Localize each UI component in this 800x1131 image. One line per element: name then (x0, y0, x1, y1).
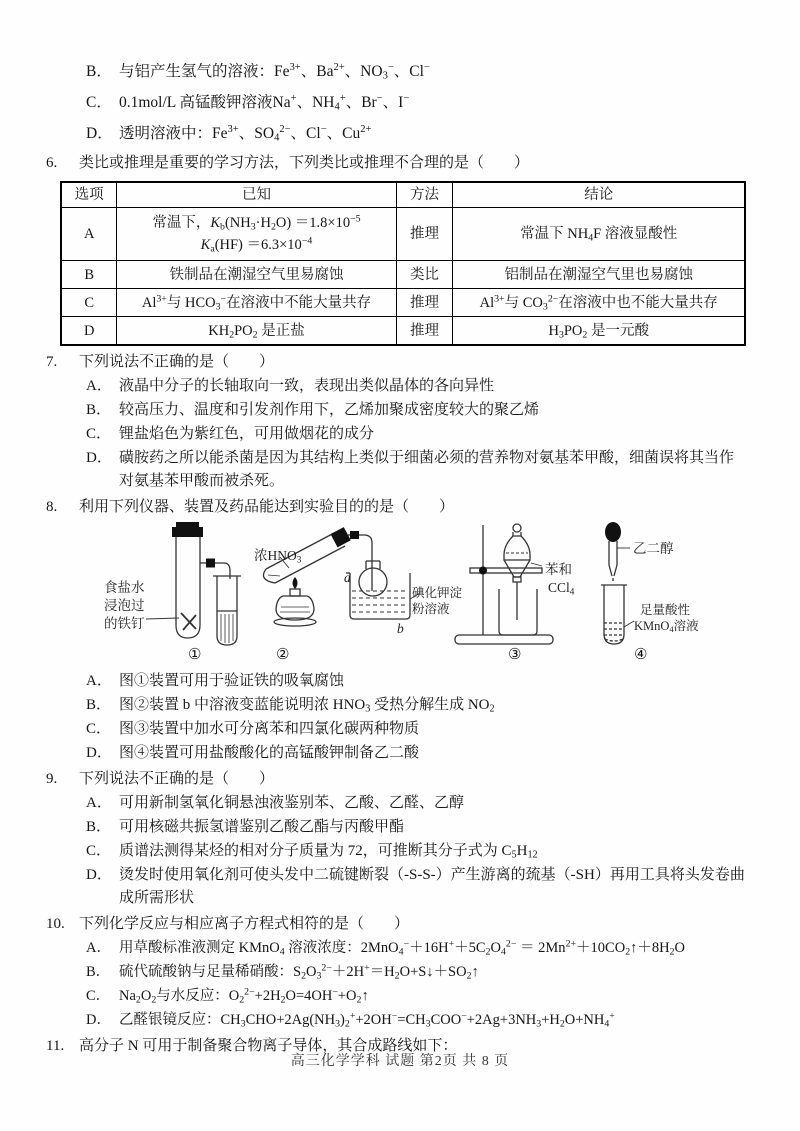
cell-method: 推理 (396, 289, 453, 317)
option-label: A． (86, 378, 112, 394)
fig1-number: ① (188, 647, 202, 663)
question-number: 7. (46, 354, 58, 370)
option-text: 硫代硫酸钠与足量稀硝酸：$S_2O_3^{2-}+2H^+=H_2O+S↓+SO_2↑$ (119, 962, 479, 982)
fig4-tube-label-line1: 足量酸性 (640, 603, 691, 617)
question-number: 6. (46, 155, 58, 171)
option-text: 液晶中分子的长轴取向一致，表现出类似晶体的各向异性 (119, 378, 495, 394)
q8-option-c (86, 718, 746, 741)
cell-method: 推理 (396, 317, 453, 346)
option-text: 较高压力、温度和引发剂作用下，乙烯加聚成密度较大的聚乙烯 (119, 402, 540, 418)
q9-option-b (86, 816, 746, 839)
option-label: D． (86, 867, 112, 883)
question-number: 9. (46, 771, 58, 787)
q7-option-a (86, 375, 746, 398)
question-10-stem (46, 913, 746, 936)
figure-3-apparatus (455, 524, 553, 644)
cell-option: B (61, 261, 117, 289)
fig2-point-b-label: b (397, 621, 404, 636)
option-text: 可用核磁共振氢谱鉴别乙酸乙酯与丙酸甲酯 (119, 819, 405, 835)
cell-known: 常温下，$K_b(NH_3\cdot H_2O) =1.8\times 10^{-5}$ $K_a(HF) =6.3\times 10^{-4}$ (117, 208, 396, 261)
option-row (86, 56, 746, 87)
option-label: B． (86, 697, 112, 713)
option-text: 烫发时使用氧化剂可使头发中二硫键断裂（-S-S-）产生游离的巯基（-SH）再用工具将头发卷曲成所需形状 (119, 867, 745, 906)
question-text: 下列说法不正确的是（ ） (79, 354, 275, 370)
col-header-method: 方法 (396, 182, 453, 208)
option-text: 乙醛银镜反应：$CH_3CHO+2Ag(NH_3)_2^++2OH^-=CH_3COO^-+2Ag+3NH_3+H_2O+NH_4^+$ (119, 1010, 615, 1030)
option-label: C． (86, 721, 112, 737)
option-text: 图①装置可用于验证铁的吸氧腐蚀 (119, 673, 345, 689)
option-label: D． (86, 450, 112, 466)
question-text: 高分子 N 可用于制备聚合物离子导体，其合成路线如下： (79, 1038, 458, 1054)
option-label: A． (86, 795, 112, 811)
option-label: B． (86, 819, 112, 835)
option-label: A． (86, 673, 112, 689)
question-7-stem (46, 351, 746, 374)
question-number: 10. (46, 916, 65, 932)
option-text: 透明溶液中：$Fe^{3+}$、$SO_4^{2-}$、Cl−、$Cu^{2+}$ (119, 124, 372, 144)
cell-conclusion: 常温下 $NH_4F$ 溶液显酸性 (453, 208, 745, 261)
q10-option-b (86, 961, 746, 984)
cell-conclusion: $Al^{3+}$与 $CO_3^{2-}$在溶液中也不能大量共存 (453, 289, 745, 317)
page-footer: 高三化学学科 试题 第2页 共 8 页 (290, 1054, 510, 1069)
cell-option: A (61, 208, 117, 261)
question-8-stem (46, 496, 746, 519)
fig2-point-a-label: a (344, 570, 351, 585)
option-label: D． (86, 125, 113, 142)
question-text: 下列化学反应与相应离子方程式相符的是（ ） (79, 916, 410, 932)
cell-known: $KH_2PO_2$ 是正盐 (117, 317, 396, 346)
table-row-c (61, 289, 745, 317)
option-row (86, 87, 746, 118)
option-label: D． (86, 745, 112, 761)
option-text: 图④装置可用盐酸酸化的高锰酸钾制备乙二酸 (119, 745, 420, 761)
option-label: D． (86, 1012, 111, 1028)
fig2-beaker-label-line1: 碘化钾淀 (412, 586, 463, 600)
table-row-b (61, 261, 745, 289)
option-text: 可用新制氢氧化铜悬浊液鉴别苯、乙酸、乙醛、乙醇 (119, 795, 465, 811)
question-5-options (46, 56, 746, 149)
option-text: $Na_2O_2$与水反应：$O_2^{2-}+2H_2O=4OH^-+O_2↑$ (119, 986, 369, 1006)
fig4-tube-label-line2: KMnO$_4$溶液 (634, 619, 699, 635)
option-label: B． (86, 964, 111, 980)
col-header-option: 选项 (61, 182, 117, 208)
cell-method: 类比 (396, 261, 453, 289)
cell-known: $Al^{3+}$与 $HCO_3^-$在溶液中不能大量共存 (117, 289, 396, 317)
q9-option-d (86, 864, 746, 910)
q10-option-d (86, 1009, 746, 1032)
col-header-conclusion: 结论 (453, 182, 745, 208)
option-text: 0.1mol/L 高锰酸钾溶液Na+、$NH_4^+$、Br−、I− (119, 93, 410, 113)
q8-figures (0, 519, 800, 669)
fig1-label-line2: 浸泡过 (104, 598, 145, 613)
fig1-label-line3: 的铁钉 (104, 616, 145, 631)
table-header-row (61, 182, 745, 208)
question-number: 11. (46, 1038, 65, 1054)
q9-option-c (86, 840, 746, 863)
option-text: 锂盐焰色为紫红色，可用做烟花的成分 (119, 426, 375, 442)
fig4-dropper-label: 乙二醇 (633, 541, 674, 556)
cell-conclusion: 铝制品在潮湿空气里也易腐蚀 (453, 261, 745, 289)
question-number: 8. (46, 499, 58, 515)
cell-conclusion: $H_3PO_2$ 是一元酸 (453, 317, 745, 346)
fig3-number: ③ (508, 647, 522, 663)
q7-option-c (86, 423, 746, 446)
question-text: 利用下列仪器、装置及药品能达到实验目的的是（ ） (79, 499, 455, 515)
cell-known: 铁制品在潮湿空气里易腐蚀 (117, 261, 396, 289)
q9-option-a (86, 792, 746, 815)
table-row-a (61, 208, 745, 261)
q7-option-d (86, 447, 746, 493)
option-text: 磺胺药之所以能杀菌是因为其结构上类似于细菌必须的营养物对氨基苯甲酸，细菌误将其当作对氨基苯甲酸而被杀死。 (119, 450, 735, 489)
cell-option: C (61, 289, 117, 317)
option-label: A． (86, 940, 111, 956)
figure-2-apparatus (263, 527, 420, 626)
fig3-label-line1: 苯和 (545, 562, 572, 577)
figure-1-apparatus (146, 522, 241, 645)
option-label: C． (86, 426, 112, 442)
option-text: 图②装置 b 中溶液变蓝能说明浓 $HNO_3$ 受热分解生成 $NO_2$ (119, 697, 495, 715)
option-label: C． (86, 988, 111, 1004)
q8-option-b (86, 694, 746, 717)
question-text: 类比或推理是重要的学习方法，下列类比或推理不合理的是（ ） (79, 155, 530, 171)
question-text: 下列说法不正确的是（ ） (79, 771, 275, 787)
fig1-label-line1: 食盐水 (104, 580, 145, 595)
fig2-beaker-label-line2: 粉溶液 (412, 602, 450, 616)
fig2-number: ② (276, 647, 290, 663)
option-text: 质谱法测得某烃的相对分子质量为 72，可推断其分子式为 $C_5H_{12}$ (119, 843, 538, 861)
option-label: B． (86, 63, 112, 80)
q8-option-d (86, 742, 746, 765)
fig2-reagent-label: 浓$HNO_3$ (254, 548, 302, 565)
option-label: B． (86, 402, 112, 418)
option-row (86, 118, 746, 149)
q7-option-b (86, 399, 746, 422)
col-header-known: 已知 (117, 182, 396, 208)
option-label: C． (86, 94, 112, 111)
option-text: 用草酸标准液测定 KMnO$_4$ 溶液浓度：$2MnO_4^-+16H^++5C_2O_4^{2-}$ ＝ $2Mn^{2+}+10CO_2↑+8H_2O$ (119, 938, 686, 958)
option-label: C． (86, 843, 112, 859)
q8-option-a (86, 670, 746, 693)
q6-table (60, 181, 746, 346)
table-row-d (61, 317, 745, 346)
figure-4-apparatus (601, 522, 634, 644)
option-text: 与铝产生氢气的溶液：$Fe^{3+}$、$Ba^{2+}$、$NO_3^-$、Cl− (119, 62, 430, 82)
q10-option-c (86, 985, 746, 1008)
fig4-number: ④ (634, 647, 648, 663)
q10-option-a (86, 937, 746, 960)
question-6-stem (46, 152, 746, 175)
cell-method: 推理 (396, 208, 453, 261)
question-9-stem (46, 768, 746, 791)
fig3-label-line2: CCl$_4$ (548, 580, 575, 597)
option-text: 图③装置中加水可分离苯和四氯化碳两种物质 (119, 721, 420, 737)
cell-option: D (61, 317, 117, 346)
